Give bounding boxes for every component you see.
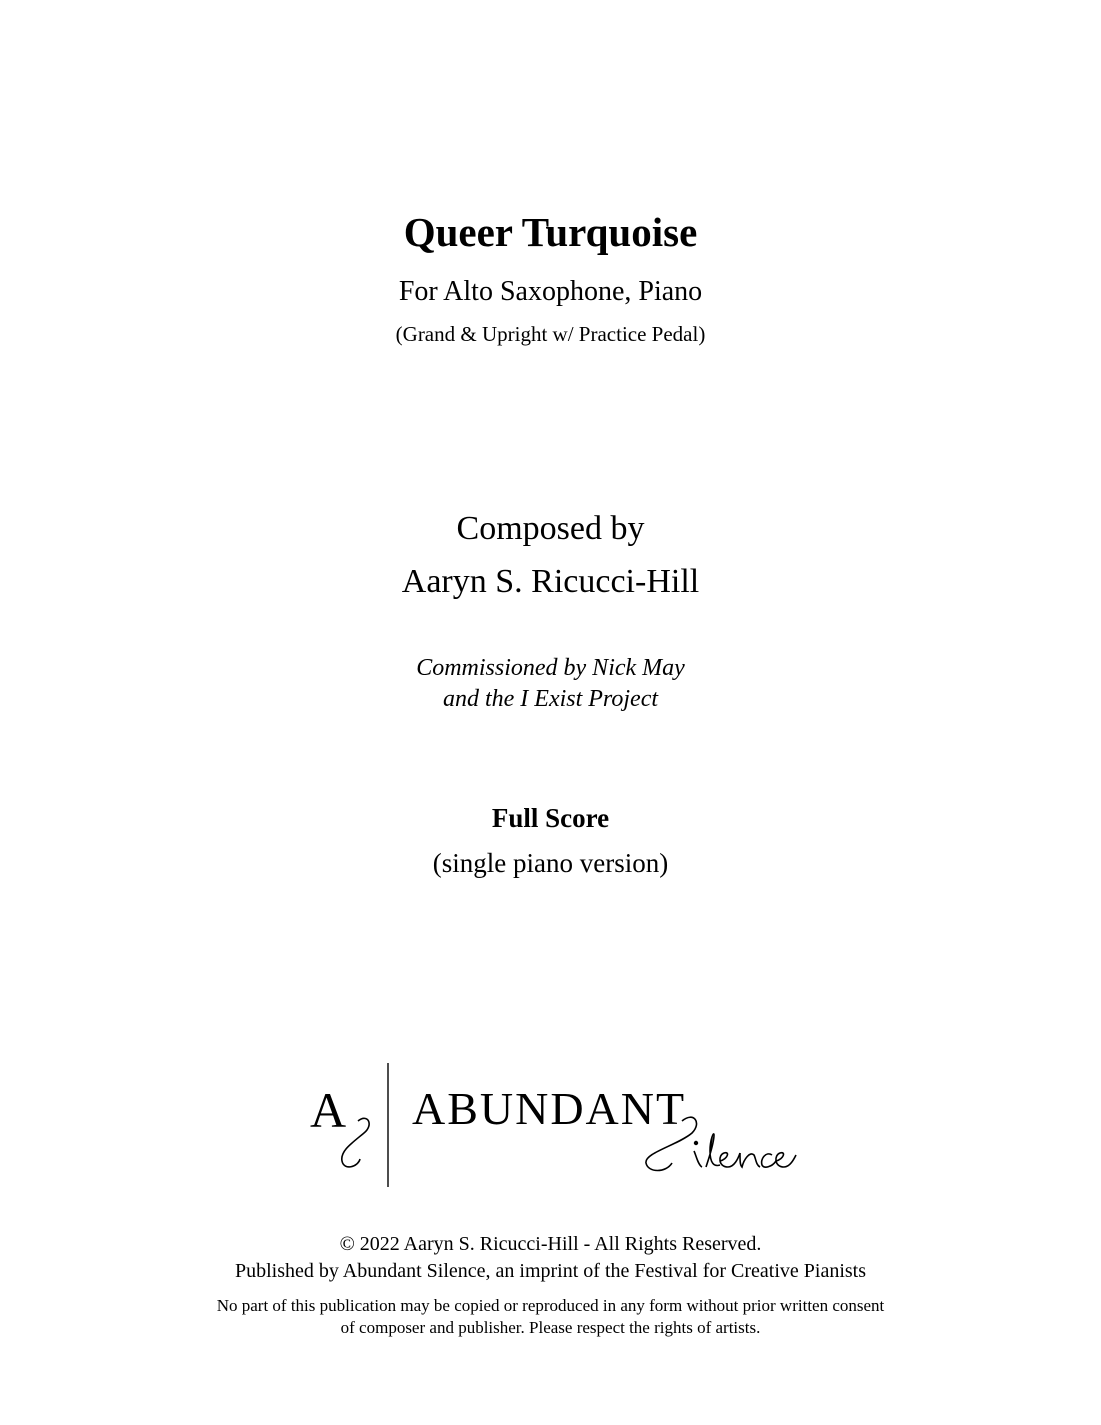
publisher-logo (300, 1055, 810, 1195)
logo-monogram-a: A (310, 1082, 347, 1138)
piano-note: (Grand & Upright w/ Practice Pedal) (395, 322, 706, 346)
disclaimer-block (0, 1295, 1101, 1339)
published-by-line: Published by Abundant Silence, an imprint of the Festival for Creative Pianists (234, 1260, 867, 1282)
copyright-line: © 2022 Aaryn S. Ricucci-Hill - All Rights Reserved. (339, 1233, 762, 1255)
composer-name: Aaryn S. Ricucci-Hill (401, 563, 700, 600)
disclaimer-line-2: of composer and publisher. Please respect the rights of artists. (340, 1318, 761, 1337)
logo-wordmark: ABUNDANT (412, 1083, 687, 1134)
instrumentation: For Alto Saxophone, Piano (398, 276, 703, 307)
commission-line-2: and the I Exist Project (442, 686, 659, 712)
commission-note (0, 653, 1101, 715)
copyright-block (0, 1231, 1101, 1285)
score-version: (single piano version) (432, 848, 669, 878)
disclaimer-line-1: No part of this publication may be copied or reproduced in any form without prior written consent (216, 1296, 885, 1315)
commission-line-1: Commissioned by Nick May (416, 655, 685, 681)
score-type: Full Score (491, 803, 610, 833)
composed-by-label: Composed by (456, 510, 645, 547)
score-title: Queer Turquoise (403, 209, 698, 255)
